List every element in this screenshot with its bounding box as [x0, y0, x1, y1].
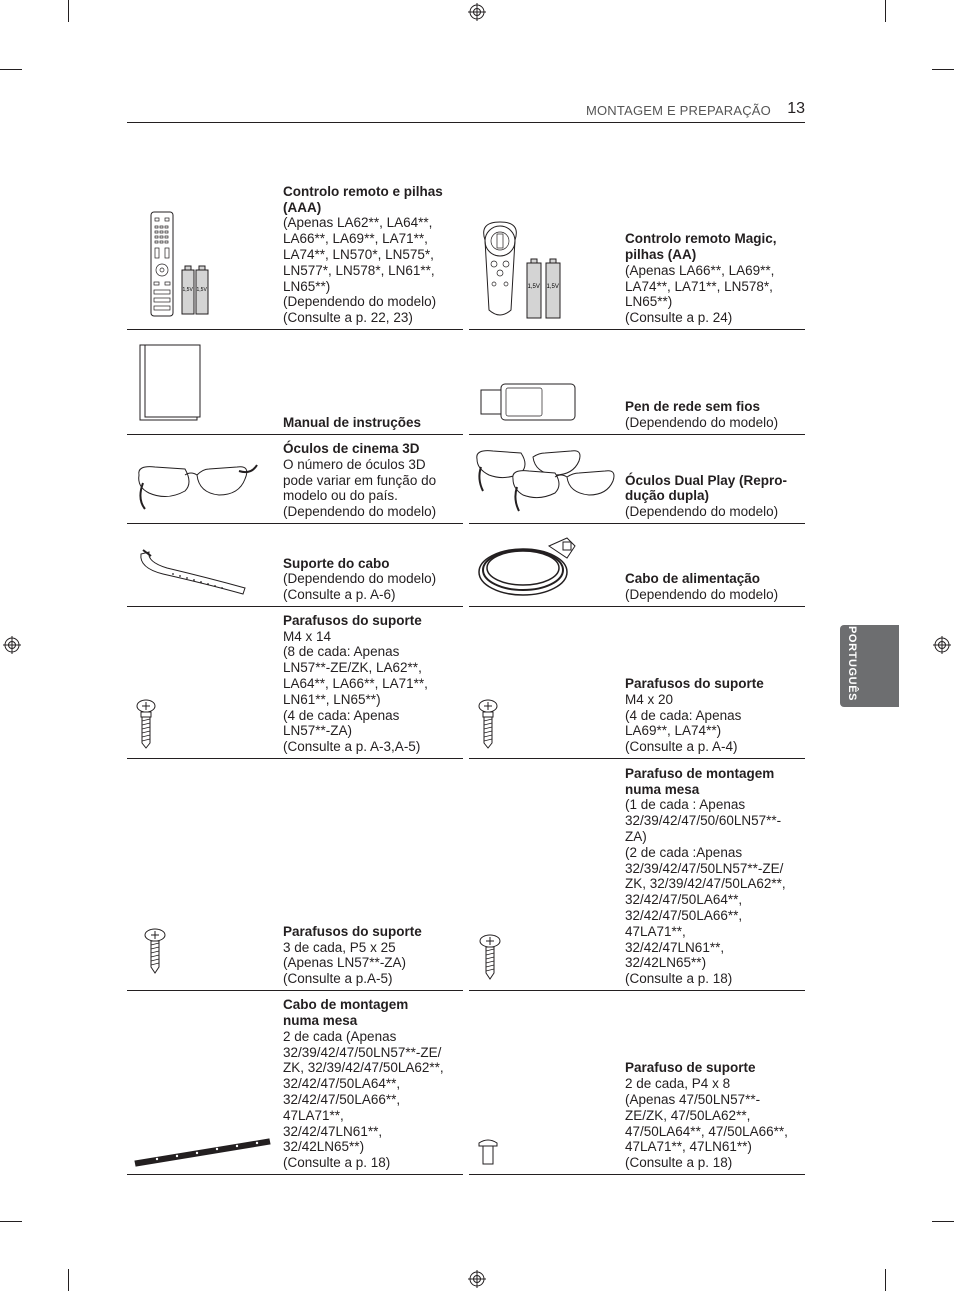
- item-description: (Dependendo do modelo): [625, 415, 779, 431]
- registration-mark-icon: [468, 3, 486, 21]
- cable-holder-icon: [127, 524, 277, 606]
- battery-label: 1,5V: [527, 284, 540, 290]
- desk-mount-screw-icon: [469, 759, 619, 990]
- page-header: [127, 100, 805, 123]
- item-description: (Dependendo do modelo): [625, 587, 779, 603]
- crop-mark: [68, 0, 69, 22]
- item-title: Parafusos do suporte: [625, 676, 764, 692]
- crop-mark: [932, 69, 954, 70]
- battery-label: 1,5V: [196, 287, 207, 293]
- item-description: (Apenas LA66**, LA69**, LA74**, LA71**, LN578*, LN65**) (Consulte a p. 24): [625, 262, 775, 326]
- item-description: M4 x 20 (4 de cada: Apenas LA69**, LA74**) (Consulte a p. A-4): [625, 691, 742, 755]
- item-title: Pen de rede sem fios: [625, 399, 761, 415]
- language-tab-label: PORTUGUÊS: [846, 626, 858, 702]
- accessory-item: [127, 759, 463, 991]
- registration-mark-icon: [3, 636, 21, 654]
- item-title: Parafusos do suporte: [283, 612, 422, 628]
- desk-mount-cable-icon: [127, 991, 277, 1174]
- item-title: Suporte do cabo: [283, 555, 390, 571]
- item-title: Óculos Dual Play (Repro- dução dupla): [625, 472, 788, 504]
- accessory-item: [469, 991, 805, 1175]
- item-description: (Apenas LA62**, LA64**, LA66**, LA69**, LA71**, LA74**, LN570*, LN575*, LN577*, LN578*, LN61**, LN65**) (Dependendo do modelo) (Consulte a p. 22, 23): [283, 215, 437, 326]
- accessory-item: [469, 435, 805, 524]
- accessory-item: [469, 524, 805, 607]
- crop-mark: [68, 1269, 69, 1291]
- item-description: M4 x 14 (8 de cada: Apenas LN57**-ZE/ZK, LA62**, LA64**, LA66**, LA71**, LN61**, LN65**) (4 de cada: Apenas LN57**-ZA) (Consulte a p. A-3,A-5): [283, 628, 428, 755]
- accessory-item: [127, 435, 463, 524]
- item-title: Parafuso de montagem numa mesa: [625, 765, 775, 797]
- page-number: 13: [787, 100, 805, 117]
- support-screw-icon: [469, 991, 619, 1174]
- 3d-glasses-icon: [127, 435, 277, 523]
- stand-screw-icon: [127, 607, 277, 758]
- registration-mark-icon: [468, 1270, 486, 1288]
- crop-mark: [0, 1221, 22, 1222]
- crop-mark: [885, 0, 886, 22]
- magic-remote-batteries-icon: [469, 170, 619, 329]
- section-title: MONTAGEM E PREPARAÇÃO: [585, 103, 771, 118]
- accessory-item: [469, 170, 805, 330]
- manual-icon: [127, 330, 277, 434]
- item-title: Parafusos do suporte: [283, 923, 422, 939]
- item-title: Cabo de montagem numa mesa: [283, 997, 409, 1029]
- item-title: Manual de instruções: [283, 415, 422, 431]
- accessory-item: [127, 170, 463, 330]
- item-title: Óculos de cinema 3D: [283, 441, 420, 457]
- dual-play-glasses-icon: [469, 435, 619, 523]
- battery-label: 1,5V: [182, 287, 193, 293]
- item-description: (1 de cada : Apenas 32/39/42/47/50/60LN57**- ZA) (2 de cada :Apenas 32/39/42/47/50LN57**-ZE/ ZK, 32/39/42/47/50LA62**, 32/42/47/50LA64**, 32/42/47/50LA66**, 47LA71**, 32/42/47LN61**, 32/42LN65**) (Consulte a p. 18): [625, 797, 786, 987]
- item-description: O número de óculos 3D pode variar em função do modelo ou do país. (Dependendo do modelo): [283, 456, 437, 520]
- remote-control-batteries-icon: [127, 170, 277, 329]
- item-title: Cabo de alimentação: [625, 571, 761, 587]
- crop-mark: [932, 1221, 954, 1222]
- accessory-item: [127, 607, 463, 759]
- accessory-item: [469, 759, 805, 991]
- item-title: Controlo remoto e pilhas (AAA): [283, 183, 443, 215]
- registration-mark-icon: [933, 636, 951, 654]
- power-cord-icon: [469, 524, 619, 606]
- accessory-item: [127, 330, 463, 435]
- stand-screw-icon: [469, 607, 619, 758]
- crop-mark: [885, 1269, 886, 1291]
- item-description: (Dependendo do modelo) (Consulte a p. A-6): [283, 571, 437, 603]
- accessory-item: [127, 524, 463, 607]
- accessory-item: [469, 330, 805, 435]
- crop-mark: [0, 69, 22, 70]
- accessory-item: [127, 991, 463, 1175]
- battery-label: 1,5V: [546, 284, 559, 290]
- item-title: Parafuso de suporte: [625, 1060, 756, 1076]
- item-description: 3 de cada, P5 x 25 (Apenas LN57**-ZA) (Consulte a p.A-5): [283, 939, 407, 987]
- accessory-item: [469, 607, 805, 759]
- wifi-dongle-icon: [469, 330, 619, 434]
- item-description: (Dependendo do modelo): [625, 504, 779, 520]
- item-description: 2 de cada (Apenas 32/39/42/47/50LN57**-ZE/ ZK, 32/39/42/47/50LA62**, 32/42/47/50LA64**, 32/42/47/50LA66**, 47LA71**, 32/42/47LN61**, 32/42LN65**) (Consulte a p. 18): [283, 1028, 444, 1171]
- item-description: 2 de cada, P4 x 8 (Apenas 47/50LN57**- ZE/ZK, 47/50LA62**, 47/50LA64**, 47/50LA66**, 47LA71**, 47LN61**) (Consulte a p. 18): [625, 1076, 788, 1171]
- item-title: Controlo remoto Magic, pilhas (AA): [625, 231, 777, 263]
- stand-screw-icon: [127, 759, 277, 990]
